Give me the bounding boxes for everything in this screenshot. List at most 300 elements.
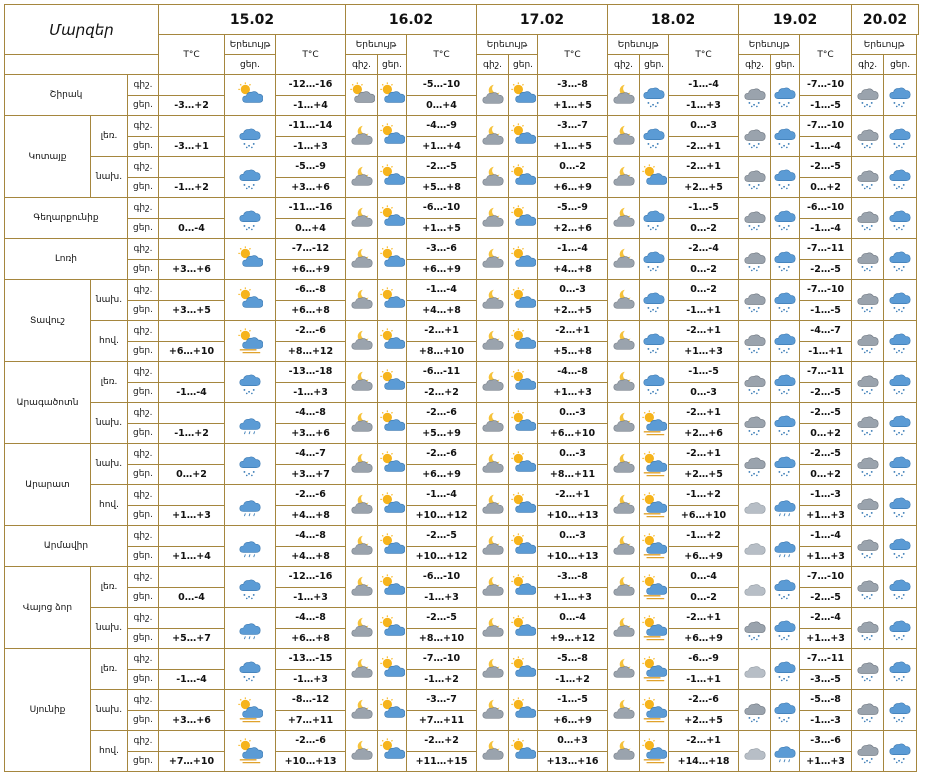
night-row [5,690,919,711]
snow-icon [887,738,913,764]
weather-cell [884,526,917,567]
cloud-icon [742,574,768,600]
snow-icon [887,615,913,641]
temp-cell: -7…-10 [800,116,852,137]
sub-zone: նախ. [91,403,128,444]
weather-cell [608,444,640,485]
cloudy-snow-icon [855,205,881,231]
temp-cell: 0…+2 [159,464,225,485]
weather-cell [225,75,276,116]
temp-cell: -1…+4 [276,95,346,116]
temp-cell: -7…-10 [407,649,477,670]
header-dates-row [5,5,919,35]
temp-cell: -1…-4 [538,239,608,260]
weather-cell [477,485,509,526]
cloudy-snow-icon [742,410,768,436]
temp-cell: +6…+9 [538,710,608,731]
time-of-day-day: ցեր. [128,464,159,485]
temp-cell: 0…+2 [800,177,852,198]
date-header: 19.02 [739,5,852,35]
partly-cloudy-day-icon [510,164,536,190]
snow-icon [887,123,913,149]
cloud-icon [742,533,768,559]
temp-cell: -11…-14 [276,116,346,137]
cloudy-snow-icon [855,451,881,477]
temp-cell: +1…+5 [538,136,608,157]
weather-cell [477,731,509,772]
snow-icon [772,451,798,477]
cloudy-snow-icon [742,205,768,231]
cloudy-snow-icon [855,410,881,436]
weather-cell [346,403,378,444]
fog-sun-icon [641,492,667,518]
date-header: 18.02 [608,5,739,35]
weather-cell [477,403,509,444]
night-row [5,280,919,301]
cloud-icon [742,492,768,518]
cloudy-night-icon [611,123,637,149]
weather-cell [477,690,509,731]
weather-cell [509,403,538,444]
weather-cell [608,485,640,526]
temp-cell: -1…-4 [407,280,477,301]
weather-cell [509,75,538,116]
temp-cell: -1…-3 [800,710,852,731]
weather-cell [771,526,800,567]
cloudy-night-icon [611,697,637,723]
time-of-day-night: գիշ. [128,690,159,711]
temp-cell: 0…-3 [669,116,739,137]
weather-cell [378,526,407,567]
weather-cell [852,280,884,321]
weather-cell [852,731,884,772]
time-of-day-day: ցեր. [128,546,159,567]
day-subheader: ցեր. [225,55,276,75]
weather-cell [608,731,640,772]
fog-sun-icon [237,328,263,354]
weather-cell [852,444,884,485]
region-name: Վայոց ձոր [5,567,91,649]
night-row [5,444,919,465]
snow-icon [237,451,263,477]
weather-cell [346,75,378,116]
partly-cloudy-day-icon [379,287,405,313]
temp-cell: +6…+8 [276,628,346,649]
temp-cell: -7…-11 [800,649,852,670]
snow-icon [772,246,798,272]
weather-cell [771,116,800,157]
weather-cell [378,239,407,280]
time-of-day-day: ցեր. [128,669,159,690]
temp-cell: +7…+10 [159,751,225,772]
snow-icon [772,697,798,723]
temp-cell: -3…-6 [800,731,852,752]
snow-icon [887,287,913,313]
temp-cell [159,567,225,588]
time-of-day-night: գիշ. [128,239,159,260]
sub-zone: նախ. [91,444,128,485]
temp-cell: -1…+3 [276,382,346,403]
cloudy-night-icon [611,205,637,231]
weather-cell [852,608,884,649]
weather-cell [225,649,276,690]
weather-cell [608,649,640,690]
temp-cell: 0…-2 [669,280,739,301]
snow-icon [887,328,913,354]
rain-cloud-icon [772,492,798,518]
temp-cell: -8…-12 [276,690,346,711]
weather-cell [739,403,771,444]
temp-cell: 0…-4 [669,567,739,588]
weather-cell [739,526,771,567]
weather-cell [640,444,669,485]
temp-cell: +11…+15 [407,751,477,772]
temp-cell: +1…+3 [159,505,225,526]
temp-cell: -2…-5 [800,444,852,465]
temp-cell: -2…+1 [669,403,739,424]
cloudy-night-icon [349,451,375,477]
weather-cell [739,116,771,157]
weather-cell [346,362,378,403]
weather-cell [852,157,884,198]
temp-cell: +10…+12 [407,505,477,526]
weather-cell [640,280,669,321]
partly-cloudy-day-icon [510,615,536,641]
weather-cell [739,280,771,321]
temp-cell: -4…-8 [276,403,346,424]
weather-cell [378,731,407,772]
fog-sun-icon [641,451,667,477]
date-header: 16.02 [346,5,477,35]
time-of-day-day: ցեր. [128,218,159,239]
temp-cell: -1…-5 [800,95,852,116]
night-subheader: գիշ. [608,55,640,75]
temp-cell: +6…+10 [159,341,225,362]
weather-cell [884,157,917,198]
temp-cell: -1…-4 [800,136,852,157]
temp-cell: +5…+8 [538,341,608,362]
time-of-day-night: գիշ. [128,280,159,301]
partly-cloudy-day-icon [379,656,405,682]
sub-zone: լեռ. [91,362,128,403]
cloudy-night-icon [349,738,375,764]
weather-cell [771,321,800,362]
region-name: Արմավիր [5,526,128,567]
temp-cell: +1…+3 [800,505,852,526]
weather-cell [346,444,378,485]
cloudy-night-icon [480,533,506,559]
snow-icon [772,164,798,190]
snow-icon [772,287,798,313]
date-header: 20.02 [852,5,919,35]
weather-cell [884,362,917,403]
temp-cell: +5…+9 [407,423,477,444]
time-of-day-night: գիշ. [128,362,159,383]
weather-cell [378,403,407,444]
weather-cell [509,731,538,772]
cloudy-night-icon [611,656,637,682]
snow-icon [887,492,913,518]
weather-cell [884,280,917,321]
partly-cloudy-day-icon [379,410,405,436]
weather-cell [378,116,407,157]
temp-cell: -1…+3 [669,95,739,116]
partly-cloudy-day-icon [379,451,405,477]
weather-cell [509,649,538,690]
partly-cloudy-day-icon [510,287,536,313]
temp-cell: +6…+9 [669,628,739,649]
sub-zone: նախ. [91,608,128,649]
temp-cell: -1…+2 [669,526,739,547]
temp-cell: -2…+1 [407,321,477,342]
cloudy-snow-icon [855,574,881,600]
temp-header: T°C [538,35,608,75]
temp-cell: +1…+3 [538,587,608,608]
weather-cell [346,608,378,649]
temp-cell: -3…-7 [407,690,477,711]
weather-cell [771,403,800,444]
temp-cell: +1…+4 [407,136,477,157]
weather-cell [640,116,669,157]
snow-icon [887,533,913,559]
temp-cell: +6…+9 [407,259,477,280]
partly-cloudy-day-icon [379,369,405,395]
cloudy-snow-icon [742,287,768,313]
temp-cell: -2…-4 [669,239,739,260]
time-of-day-day: ցեր. [128,751,159,772]
cloudy-night-icon [480,697,506,723]
snow-icon [237,574,263,600]
time-of-day-night: գիշ. [128,403,159,424]
partly-cloudy-day-icon [237,246,263,272]
cloudy-night-icon [480,615,506,641]
temp-cell [159,649,225,670]
region-name: Արագածոտն [5,362,91,444]
weather-cell [739,362,771,403]
temp-cell: -6…-10 [407,567,477,588]
weather-cell [346,649,378,690]
weather-cell [225,485,276,526]
weather-cell [884,731,917,772]
weather-cell [477,444,509,485]
date-header: 17.02 [477,5,608,35]
cloudy-night-icon [480,492,506,518]
cloudy-night-icon [349,697,375,723]
weather-cell [739,157,771,198]
weather-cell [608,608,640,649]
temp-cell: -1…+1 [669,300,739,321]
temp-cell: -2…-6 [276,321,346,342]
time-of-day-day: ցեր. [128,136,159,157]
cloudy-night-icon [611,164,637,190]
partly-cloudy-day-icon [641,164,667,190]
snow-icon [237,369,263,395]
day-subheader: ցեր. [378,55,407,75]
weather-cell [346,116,378,157]
cloudy-night-icon [349,123,375,149]
time-of-day-night: գիշ. [128,485,159,506]
temp-cell [159,280,225,301]
temp-cell: -3…+1 [159,136,225,157]
temp-cell: -12…-16 [276,567,346,588]
weather-cell [477,526,509,567]
partly-cloudy-day-icon [379,574,405,600]
cloudy-night-icon [349,492,375,518]
temp-cell: -2…-5 [800,587,852,608]
snow-icon [641,246,667,272]
weather-cell [739,198,771,239]
weather-cell [378,157,407,198]
partly-cloudy-day-icon [510,697,536,723]
snow-icon [887,697,913,723]
cloudy-snow-icon [855,492,881,518]
weather-cell [378,362,407,403]
temp-cell: 0…-2 [669,259,739,280]
weather-cell [346,280,378,321]
weather-cell [509,690,538,731]
cloudy-night-icon [611,492,637,518]
cloudy-night-icon [480,164,506,190]
weather-cell [509,116,538,157]
temp-cell: +2…+5 [669,710,739,731]
weather-cell [884,116,917,157]
temp-cell: +1…+3 [800,628,852,649]
sub-zone: լեռ. [91,567,128,608]
weather-cell [225,731,276,772]
temp-cell: 0…+2 [800,423,852,444]
sub-zone: հով. [91,731,128,772]
forecast-table [4,4,919,772]
temp-cell: -2…-4 [800,608,852,629]
night-row [5,116,919,137]
night-subheader: գիշ. [346,55,378,75]
cloudy-night-icon [611,369,637,395]
cloud-icon [742,738,768,764]
fog-sun-icon [641,738,667,764]
cloudy-night-icon [480,410,506,436]
weather-cell [378,75,407,116]
weather-cell [852,403,884,444]
time-of-day-day: ցեր. [128,177,159,198]
weather-cell [771,75,800,116]
temp-cell: -2…-5 [407,608,477,629]
temp-cell: -7…-10 [800,75,852,96]
night-row [5,526,919,547]
temp-cell: -2…-6 [407,444,477,465]
sub-zone: հով. [91,321,128,362]
snow-icon [772,369,798,395]
temp-cell: -2…+1 [669,608,739,629]
weather-cell [739,444,771,485]
cloudy-night-icon [480,369,506,395]
weather-cell [852,649,884,690]
snow-icon [772,574,798,600]
weather-cell [477,362,509,403]
cloudy-snow-icon [742,369,768,395]
temp-cell: 0…-2 [669,218,739,239]
partly-cloudy-day-icon [379,123,405,149]
temp-cell: +1…+3 [800,751,852,772]
cloudy-snow-icon [742,123,768,149]
weather-cell [608,362,640,403]
snow-icon [772,82,798,108]
temp-cell [159,239,225,260]
weather-cell [852,321,884,362]
temp-cell: -2…-6 [276,485,346,506]
temp-cell: -2…-5 [800,382,852,403]
weather-cell [640,690,669,731]
weather-cell [509,239,538,280]
cloudy-snow-icon [855,738,881,764]
weather-cell [225,608,276,649]
cloudy-night-icon [349,656,375,682]
fog-sun-icon [237,738,263,764]
snow-icon [887,574,913,600]
temp-cell: +8…+10 [407,341,477,362]
temp-cell [159,116,225,137]
cloudy-night-icon [349,533,375,559]
temp-cell: -2…+1 [669,136,739,157]
region-name: Շիրակ [5,75,128,116]
weather-cell [640,403,669,444]
snow-icon [641,328,667,354]
sub-zone: նախ. [91,280,128,321]
weather-cell [640,75,669,116]
weather-cell [225,526,276,567]
partly-cloudy-day-icon [379,246,405,272]
partly-cloudy-day-icon [510,451,536,477]
weather-cell [771,198,800,239]
phenomena-header: Երեւույթ [608,35,669,55]
night-row [5,403,919,424]
temp-cell: -6…-8 [276,280,346,301]
cloudy-night-icon [349,164,375,190]
temp-cell: -6…-9 [669,649,739,670]
temp-cell: -2…-5 [800,259,852,280]
temp-cell: 0…+2 [800,464,852,485]
weather-cell [509,198,538,239]
cloudy-night-icon [349,246,375,272]
time-of-day-day: ցեր. [128,95,159,116]
weather-cell [884,198,917,239]
weather-cell [509,485,538,526]
cloudy-night-icon [349,287,375,313]
snow-icon [887,164,913,190]
sub-zone: նախ. [91,157,128,198]
weather-cell [884,485,917,526]
sub-zone: նախ. [91,690,128,731]
temp-cell: -3…-5 [800,669,852,690]
snow-icon [887,451,913,477]
temp-cell: +1…+5 [538,95,608,116]
cloudy-night-icon [480,123,506,149]
phenomena-header: Երեւույթ [477,35,538,55]
night-row [5,75,919,96]
cloud-icon [742,656,768,682]
weather-cell [509,608,538,649]
cloudy-night-icon [480,574,506,600]
snow-icon [641,369,667,395]
cloudy-night-icon [611,410,637,436]
temp-cell: +2…+5 [538,300,608,321]
temp-cell: -7…-11 [800,239,852,260]
partly-cloudy-day-icon [237,287,263,313]
temp-cell: -7…-10 [800,567,852,588]
temp-cell: +3…+6 [276,423,346,444]
cloudy-snow-icon [742,697,768,723]
time-of-day-day: ցեր. [128,341,159,362]
night-subheader: գիշ. [739,55,771,75]
